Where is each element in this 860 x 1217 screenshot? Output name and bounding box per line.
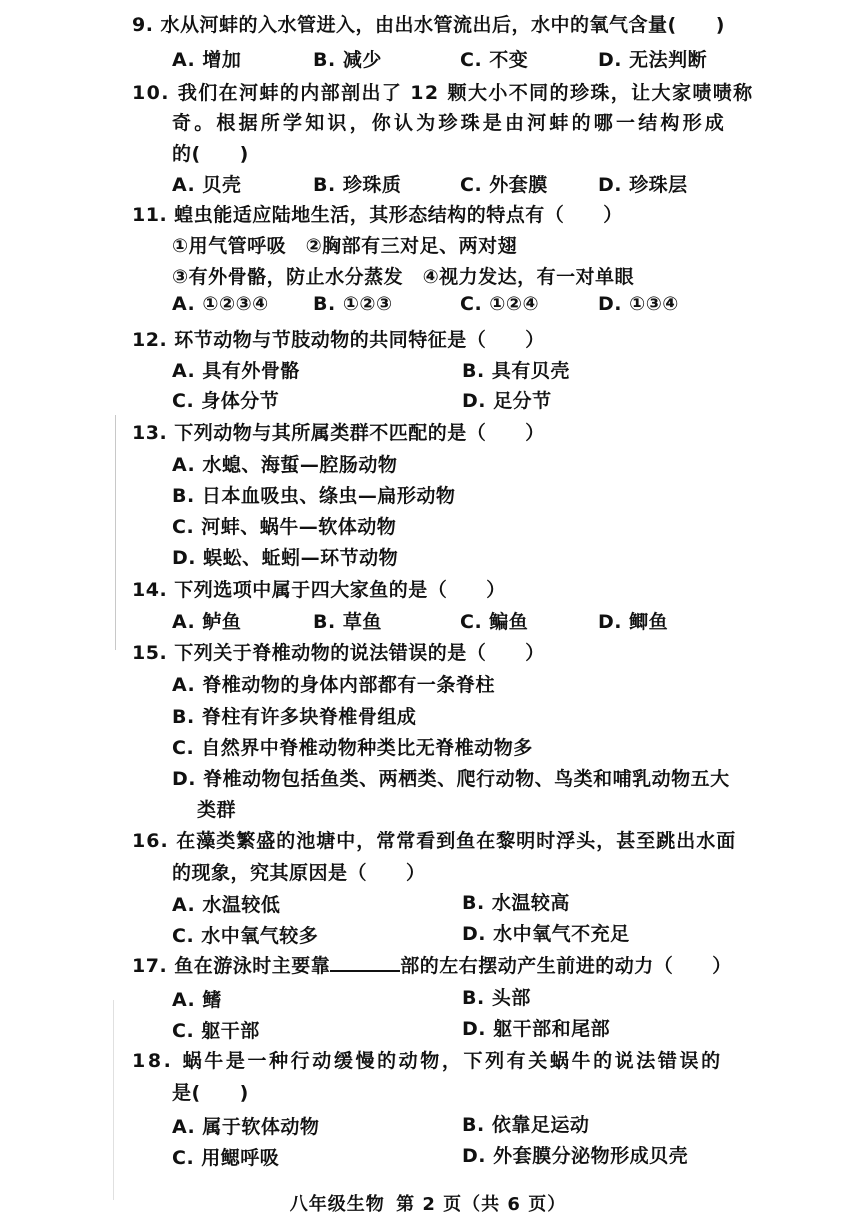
question-9-option-a: A. 增加 — [172, 49, 242, 71]
question-15-option-c: C. 自然界中脊椎动物种类比无脊椎动物多 — [172, 737, 533, 759]
question-18-stem: 18. 蜗牛是一种行动缓慢的动物，下列有关蜗牛的说法错误的 — [132, 1050, 723, 1072]
question-14-option-a: A. 鲈鱼 — [172, 611, 242, 633]
question-13-stem: 13. 下列动物与其所属类群不匹配的是（ ） — [132, 422, 545, 444]
question-13-option-c: C. 河蚌、蜗牛—软体动物 — [172, 516, 397, 538]
question-11-stem-line3: ③有外骨骼，防止水分蒸发 ④视力发达，有一对单眼 — [172, 266, 635, 288]
question-13-option-d: D. 蜈蚣、蚯蚓—环节动物 — [172, 547, 399, 569]
question-10-stem-line3: 的( ) — [172, 143, 249, 165]
question-15-option-a: A. 脊椎动物的身体内部都有一条脊柱 — [172, 674, 495, 696]
question-9-option-b: B. 减少 — [313, 49, 382, 71]
question-9-stem: 9. 水从河蚌的入水管进入，由出水管流出后，水中的氧气含量( ) — [132, 14, 725, 36]
question-14-option-d: D. 鲫鱼 — [598, 611, 669, 633]
question-11-option-a: A. ①②③④ — [172, 293, 269, 315]
question-10-option-b: B. 珍珠质 — [313, 174, 402, 196]
question-12-option-a: A. 具有外骨骼 — [172, 360, 300, 382]
question-11-option-c: C. ①②④ — [460, 293, 540, 315]
question-10-option-a: A. 贝壳 — [172, 174, 242, 196]
question-18-stem-line2: 是( ) — [172, 1082, 249, 1104]
question-10-stem: 10. 我们在河蚌的内部剖出了 12 颗大小不同的珍珠，让大家啧啧称 — [132, 82, 754, 104]
question-11-stem: 11. 蝗虫能适应陆地生活，其形态结构的特点有（ ） — [132, 204, 623, 226]
question-17-stem-part1: 17. 鱼在游泳时主要靠 — [132, 955, 331, 977]
question-15-option-d-continued: 类群 — [197, 799, 237, 821]
question-17-stem — [132, 951, 732, 978]
question-12-option-b: B. 具有贝壳 — [462, 360, 570, 382]
question-17-stem-part2: 部的左右摆动产生前进的动力（ ） — [400, 955, 732, 977]
question-10-option-c: C. 外套膜 — [460, 174, 548, 196]
question-10-stem-line2: 奇。根据所学知识，你认为珍珠是由河蚌的哪一结构形成 — [172, 112, 728, 134]
question-17-option-b: B. 头部 — [462, 987, 531, 1009]
question-18-option-b: B. 依靠足运动 — [462, 1114, 590, 1136]
footer-page-number: 第 2 页（共 6 页） — [396, 1194, 567, 1215]
question-16-stem: 16. 在藻类繁盛的池塘中，常常看到鱼在黎明时浮头，甚至跳出水面 — [132, 830, 737, 852]
question-14-option-b: B. 草鱼 — [313, 611, 382, 633]
question-16-stem-line2: 的现象，究其原因是（ ） — [172, 862, 426, 884]
question-11-option-d: D. ①③④ — [598, 293, 679, 315]
question-15-option-d: D. 脊椎动物包括鱼类、两栖类、爬行动物、鸟类和哺乳动物五大 — [172, 768, 730, 790]
question-18-option-a: A. 属于软体动物 — [172, 1116, 320, 1138]
margin-line — [115, 415, 116, 650]
question-15-option-b: B. 脊柱有许多块脊椎骨组成 — [172, 706, 417, 728]
question-10-option-d: D. 珍珠层 — [598, 174, 688, 196]
question-12-option-d: D. 足分节 — [462, 390, 552, 412]
question-12-stem: 12. 环节动物与节肢动物的共同特征是（ ） — [132, 329, 545, 351]
question-14-stem: 14. 下列选项中属于四大家鱼的是（ ） — [132, 579, 506, 601]
question-11-option-b: B. ①②③ — [313, 293, 393, 315]
question-9-option-c: C. 不变 — [460, 49, 529, 71]
margin-line — [113, 1000, 114, 1200]
question-14-option-c: C. 鳊鱼 — [460, 611, 529, 633]
fill-in-blank — [330, 952, 400, 972]
question-18-option-d: D. 外套膜分泌物形成贝壳 — [462, 1145, 689, 1167]
question-17-option-d: D. 躯干部和尾部 — [462, 1018, 611, 1040]
question-11-stem-line2: ①用气管呼吸 ②胸部有三对足、两对翅 — [172, 235, 518, 257]
question-15-stem: 15. 下列关于脊椎动物的说法错误的是（ ） — [132, 642, 545, 664]
question-12-option-c: C. 身体分节 — [172, 390, 280, 412]
question-13-option-b: B. 日本血吸虫、绦虫—扁形动物 — [172, 485, 456, 507]
question-9-option-d: D. 无法判断 — [598, 49, 708, 71]
question-16-option-a: A. 水温较低 — [172, 894, 281, 916]
question-16-option-d: D. 水中氧气不充足 — [462, 923, 630, 945]
question-13-option-a: A. 水螅、海蜇—腔肠动物 — [172, 454, 398, 476]
question-18-option-c: C. 用鳃呼吸 — [172, 1147, 280, 1169]
question-16-option-c: C. 水中氧气较多 — [172, 925, 319, 947]
question-16-option-b: B. 水温较高 — [462, 892, 570, 914]
question-17-option-a: A. 鳍 — [172, 989, 222, 1011]
question-17-option-c: C. 躯干部 — [172, 1020, 260, 1042]
footer-subject: 八年级生物 — [289, 1194, 385, 1215]
page-footer — [0, 1190, 860, 1216]
